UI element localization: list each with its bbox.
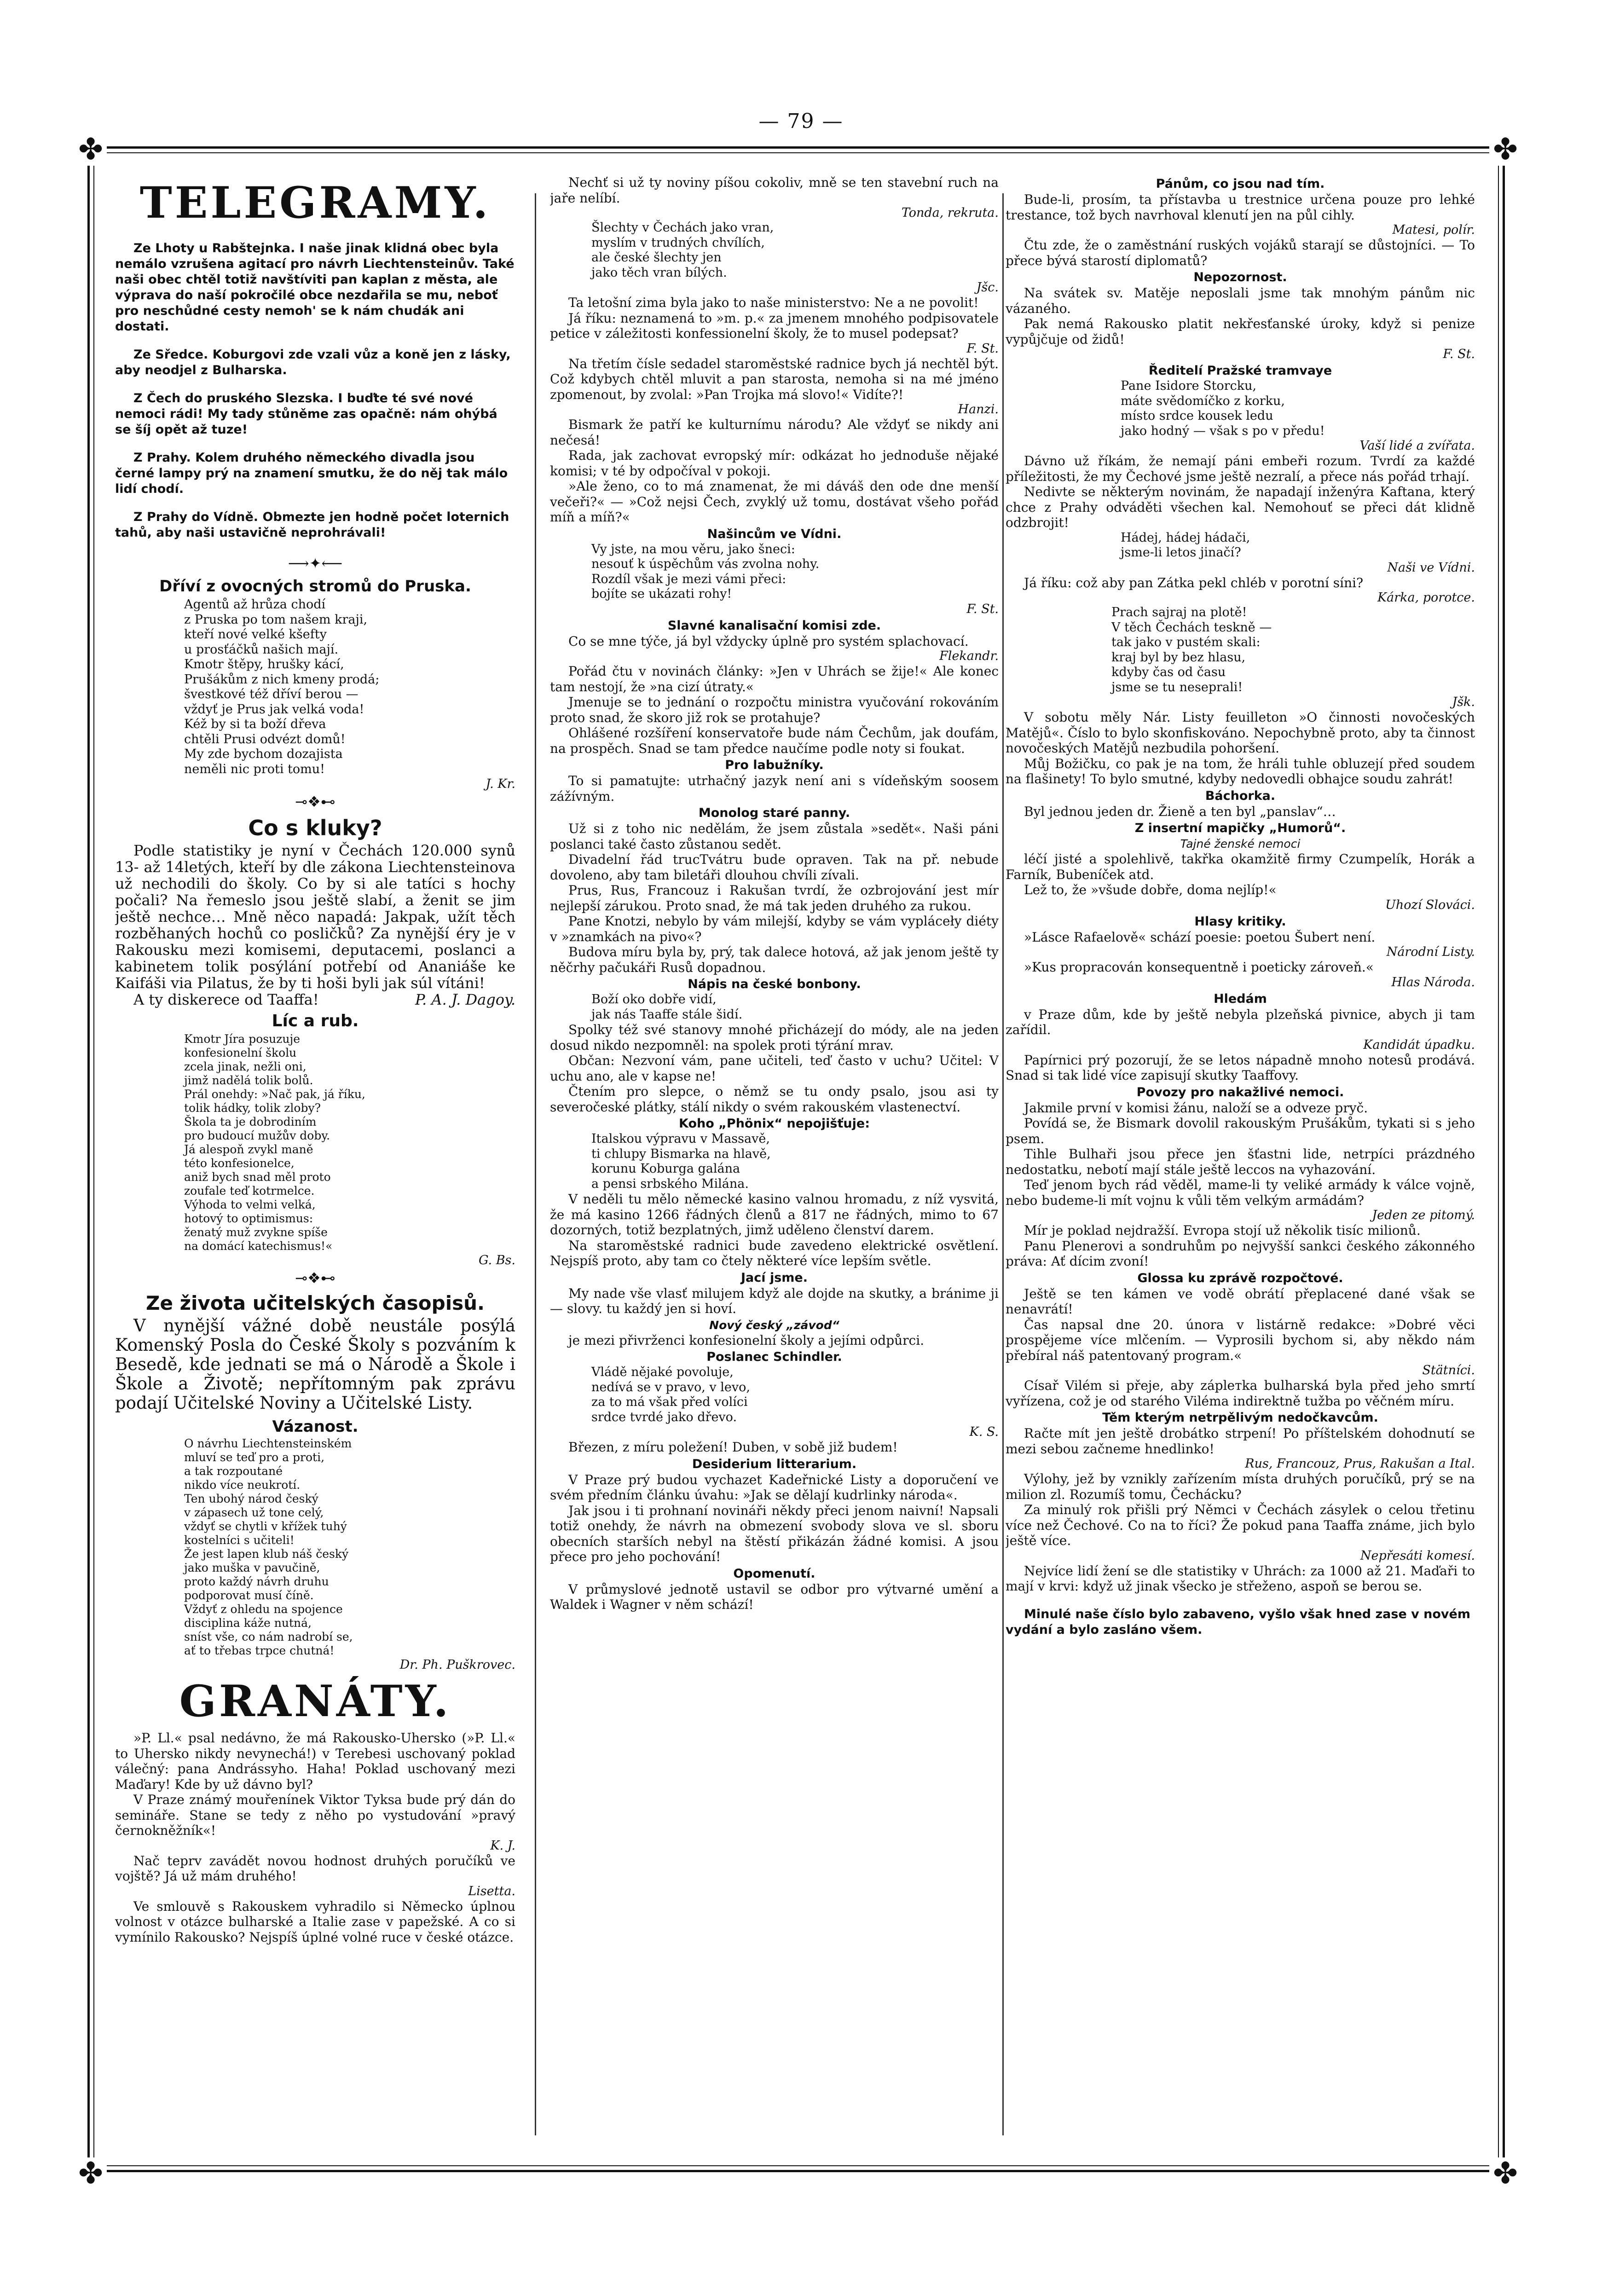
c3-p12: Lež to, že »všude dobře, doma nejlíp!« xyxy=(1024,882,1277,897)
c2-sig3: F. St. xyxy=(966,341,999,356)
corner-ornament-bottom-left: ✤ xyxy=(75,2157,107,2190)
c2-p14: Divadelní řád trucTvátru bude opraven. Tak na př. nebude dovoleno, aby tam biletáři dlouhou chvíli zívali. xyxy=(550,852,999,883)
corner-ornament-top-left: ✤ xyxy=(75,133,107,166)
c3-p21: Mír je poklad nejdražší. Evropa stojí už několik tisíc milionů. xyxy=(1024,1223,1421,1238)
c3-p25: Císař Vilém si přeje, aby záplетka bulharská byla před jeho smrtí vyřízena, což je od starého Viléma indirektně tužba po věčném míru. xyxy=(1006,1378,1475,1409)
c2-sig-v1: Jšc. xyxy=(976,280,999,295)
c2-p3: Já říku: neznamená to »m. p.« za jmenem mnohého podpisovatele petice v záležitosti konfessionelní školy, že to musel podepsat? xyxy=(550,310,999,341)
c2-verse4: Italskou výpravu v Massavě, ti chlupy Bismarka na hlavě, korunu Koburga galána a pensi srbského Milána. xyxy=(591,1132,771,1191)
c2-sig8: Flekandr. xyxy=(939,649,999,663)
c2-h-napis: Nápis na české bonbony. xyxy=(688,977,861,991)
c3-p6: Nedivte se některým novinám, že napadají inženýra Kaftana, který chce z Prahy odváděti všechen kal. Nemohouť se přeci dát klidně odzbrojit! xyxy=(1006,484,1475,530)
c2-h-desid: Desiderium litterarium. xyxy=(692,1457,857,1471)
telegramy-sredec: Ze Sředce. Koburgovi zde vzali vůz a koně jen z lásky, aby neodjel z Bulharska. xyxy=(115,347,511,377)
separator-ornament: ⊸❖⊷ xyxy=(295,793,335,810)
c2-p24: je mezi přivrženci konfesionelní školy a jejími odpůrci. xyxy=(568,1332,925,1348)
c2-h-opomenuti: Opomenutí. xyxy=(733,1566,815,1581)
c3-sub-insert: Tajné ženské nemoci xyxy=(1180,837,1301,850)
c3-p5: Dávno už říkám, že nemají páni embeři rozum. Tvrdí za každé příležitosti, že my Čechové jsme ještě nezralí, a přece nás pořád trhají. xyxy=(1006,453,1475,484)
c3-h-povozy: Povozy pro nakažlivé nemoci. xyxy=(1136,1085,1344,1099)
c2-h-jaci: Jací jsme. xyxy=(741,1270,808,1285)
c2-p20: Čtením pro slepce, o němž se tu ondy psalo, jsou asi ty severočeské plátky, stálí nikdy o svém rakouském vlastenectví. xyxy=(550,1084,999,1115)
c3-sig-v2: Naši ve Vídni. xyxy=(1387,560,1475,575)
c3-h-tem: Těm kterým netrpělivým nedočkavcům. xyxy=(1102,1411,1378,1425)
c3-p1: Bude-li, prosím, ta přístavba u trestnice určena pouze pro lehké trestance, tož bych navrhoval klenutí jen na půl cihly. xyxy=(1006,192,1475,223)
vazanost-signature: Dr. Ph. Puškrovec. xyxy=(399,1658,515,1672)
c2-p17: Budova míru byla by, prý, tak dalece hotová, až jak jenom ještě ty něčrhy pačukáři Rusů dopadnou. xyxy=(550,944,999,975)
c2-p25: Březen, z míru poležení! Duben, v sobě již budem! xyxy=(568,1440,898,1455)
c2-p4: Na třetím čísle sedadel staroměstské radnice bych já nechtěl být. Což kdybych chtěl mluvit a pan starosta, nemoha si na mé jméno zpomenout, by zvolal: »Pan Trojka má slovo!« Vidíte?! xyxy=(550,356,999,402)
telegramy-title: TELEGRAMY. xyxy=(139,178,491,228)
c3-p15: v Praze dům, kde by ještě nebyla plzeňská pivnice, abych ji tam zařídil. xyxy=(1006,1006,1475,1037)
c3-sig7: Kárka, porotce. xyxy=(1377,590,1475,605)
kluky-last xyxy=(115,991,515,1008)
c2-p10: Jmenuje se to jednání o rozpočtu ministra vyučování rokováním proto snad, že skoro již rok se protahuje? xyxy=(550,694,999,725)
c2-sig-v2: F. St. xyxy=(966,601,999,616)
c3-p16: Papírnici prý pozorují, že se letos nápadně mnoho notesů prodává. Snad si tak lidé více zapisují skutky Taaffovy. xyxy=(1006,1052,1475,1083)
c3-p11: léčí jisté a spolehlivě, takřka okamžitě firmy Czumpelík, Horák a Farník, Bubeníček atd. xyxy=(1006,851,1475,882)
c3-sig15: Kandidát úpadku. xyxy=(1363,1037,1475,1052)
kluky-title: Co s kluky? xyxy=(248,815,382,840)
kluky-text: Podle statistiky je nyní v Čechách 120.000 synů 13- až 14letých, kteří by dle zákona Liechtensteinova už nechodili do školy. Co by si ale tatíci s hochy počali? Na řemeslo jsou ještě slabí, a ženit se jim ještě nechce… Mně něco napadá: Jakpak, užít těch rozběhaných hochů co posličků? Za nynější éry je v Rakousku mezi komisemi, deputacemi, poslanci a kabinetem tolik posýlání potřebí od Ananiáše ke Kaifáši via Pilatus, že by ti hoši byli jak súl vítáni! xyxy=(115,842,515,992)
c2-sig23: Nový český „závod“ xyxy=(709,1318,839,1332)
separator-ornament: ⊸❖⊷ xyxy=(295,1269,335,1287)
granaty-signature-3: Lisetta. xyxy=(468,1884,515,1898)
c3-p13: »Lásce Rafaelově« schází poesie: poetou Šubert není. xyxy=(1024,929,1376,945)
c3-sig1: Matesi, polír. xyxy=(1392,223,1475,237)
c3-p10: Byl jednou jeden dr. Žieně a ten byl „panslav“… xyxy=(1024,804,1336,819)
c3-p2: Čtu zde, že o zaměstnání ruských vojáků starají se důstojníci. — To přece bývá starostí diplomatů? xyxy=(1006,237,1475,268)
granaty-p4: Ve smlouvě s Rakouskem vyhradilo si Německo úplnou volnost v otázce bulharské a Italie zase v papežské. A co si vymínilo Rakousko? Nejspíš úplné volné ruce v české otázce. xyxy=(115,1898,515,1945)
c2-h-nasincum: Našincům ve Vídni. xyxy=(707,526,842,541)
c2-p11: Ohlášené rozšíření konservatoře bude nám Čechům, jak doufám, na prospěch. Snad se tam předce naučíme podle noty si foukat. xyxy=(550,725,999,756)
c2-sig-v5: K. S. xyxy=(969,1425,999,1439)
c2-p22: Na staroměstské radnici bude zavedeno elektrické osvětlení. Nejspíš proto, aby tam co čtely některé více lepším světle. xyxy=(550,1238,999,1268)
drivi-verse: Agentů až hrůza chodí z Pruska po tom našem kraji, kteří nové velké kšefty u prosťáčků našich mají. Kmotr štěpy, hrušky kácí, Prušákům z nich kmeny prodá; švestkové též dříví berou — vždyť je Prus jak velká voda! Kéž by si ta boží dřeva chtěli Prusi odvézt domů! My zde bychom dozajista neměli nic proti tomu! xyxy=(184,597,380,776)
c3-h-hledam: Hledám xyxy=(1214,991,1267,1006)
c3-p4: Pak nemá Rakousko platit nekřesťanské úroky, když si penize vypůjčuje od židů! xyxy=(1006,316,1475,347)
column-2 xyxy=(550,175,999,2154)
c2-p12: To si pamatujte: utrhačný jazyk není ani s vídeňským soosem zážívným. xyxy=(550,773,999,804)
c2-p6: Rada, jak zachovat evropský mír: odkázat ho jednoduše nějaké komisi; v té by odpočíval v pokoji. xyxy=(550,448,999,479)
c3-p22: Panu Plenerovi a sondruhům po nejvyšší sankci českého zákonného práva: Ať dícim zvoní! xyxy=(1006,1238,1475,1269)
c2-p21: V neděli tu mělo německé kasino valnou hromadu, z níž vysvitá, že má kasino 1266 řádných členů a 817 ne řádných, mimo to 67 dozorných, totiž bezplatných, jimž uděleno členství darem. xyxy=(550,1191,999,1238)
c3-p26: Račte mít jen ještě drobátko strpení! Po příštelském dohodnutí se mezi sebou začneme hnedlinko! xyxy=(1006,1426,1475,1457)
c3-p28: Za minulý rok přišli prý Němci v Čechách zásylek o celou třetinu více než Čechové. Co na to říci? Že pokud pana Taaffa známe, jich bylo ještě více. xyxy=(1006,1502,1475,1548)
c2-p19: Občan: Nezvoní vám, pane učiteli, teď často v uchu? Učitel: V uchu ano, ale v kapse ne! xyxy=(550,1053,999,1084)
c2-verse5: Vládě nějaké povoluje, nedívá se v pravo, v levo, za to má však před volíci srdce tvrdé jako dřevo. xyxy=(591,1365,750,1424)
c2-sig4: Hanzi. xyxy=(958,402,999,416)
c3-p20: Teď jenom bych rád věděl, mame-li ty veliké armády k válce vojně, nebo budeme-li mít vojnu k vůli těm velkým armádám? xyxy=(1006,1177,1475,1208)
c3-h-hlasy: Hlasy kritiky. xyxy=(1194,914,1286,929)
c3-p3: Na svátek sv. Matěje neposlali jsme tak mnohým pánům nic vázaného. xyxy=(1006,285,1475,316)
granaty-p3: Nač teprv zavádět novou hodnost druhých poručíků ve vojště? Já už mám druhého! xyxy=(115,1853,515,1884)
c3-p18: Povídá se, že Bismark dovolil rakouským Prušákům, tykati si s jeho psem. xyxy=(1006,1116,1475,1146)
corner-ornament-top-right: ✤ xyxy=(1489,133,1521,166)
c3-verse3: Prach sajraj na plotě! V těch Čechách teskně — tak jako v pustém skali: kraj byl by bez hlasu, kdyby čas od času jsme se tu neseprali! xyxy=(1111,605,1272,694)
c2-p13: Už si z toho nic nedělám, že jsem zůstala »sedět«. Naši páni poslanci také často zůstanou sedět. xyxy=(550,821,999,852)
zivota-text: V nynější vážné době neustále posýlá Komenský Posla do České Školy s pozváním k Besedě, kde jednati se má o Národě a Škole i Škole a Životě; nepřítomným pak zprávu podají Učitelské Noviny a Učitelské Listy. xyxy=(115,1316,515,1413)
c3-h-redit: Ředitelí Pražské tramvaye xyxy=(1148,364,1332,378)
c2-h-kanal: Slavné kanalisační komisi zde. xyxy=(667,618,881,633)
c3-sig12: Uhozí Slováci. xyxy=(1385,897,1475,912)
telegramy-viden: Z Prahy do Vídně. Obmezte jen hodně počet loternich tahů, aby naši ustavičně neprohrávali! xyxy=(115,510,509,540)
c3-h-panum: Pánům, co jsou nad tím. xyxy=(1156,177,1325,191)
c3-h-insert: Z insertní mapičky „Humorů“. xyxy=(1134,821,1346,835)
c3-p9: Můj Božičku, co pak je na tom, že hráli tuhle obluzejí před soudem na flašinety! To bylo smutné, kdyby nedovedli obhajce soudu zahrát! xyxy=(1006,756,1475,787)
kluky-last-text: A ty diskerece od Taaffa! xyxy=(133,991,319,1008)
drivi-title: Dříví z ovocných stromů do Pruska. xyxy=(159,577,471,596)
c2-p15: Prus, Rus, Francouz i Rakušan tvrdí, že ozbrojování jest mír nejlepší zárukou. Proto snad, že má tak jeden druhého za rukou. xyxy=(550,883,999,914)
c2-p8: Co se mne týče, já byl vždycky úplně pro systém splachovací. xyxy=(568,633,969,649)
granaty-signature-2: K. J. xyxy=(490,1838,515,1853)
c2-p7: »Ale ženo, co to má znamenat, že mi dáváš den ode dne menší večeři?« — »Což nejsi Čech, zvyklý už tomu, dostávat všeho pořád míň a míň?« xyxy=(550,479,999,525)
c2-p18: Spolky též své stanovy mnohé přicházejí do módy, ale na jeden dosud nikdo nezpomněl: na spolek proti týrání mrav. xyxy=(550,1022,999,1053)
c2-verse3: Boží oko dobře vidí, jak nás Taaffe stále šidí. xyxy=(591,992,743,1022)
c3-h-bachorka: Báchorka. xyxy=(1205,788,1276,803)
c3-sig28: Nepřesáti komesí. xyxy=(1360,1548,1475,1563)
page-number: — 79 — xyxy=(758,110,844,133)
c2-p2: Ta letošní zima byla jako to naše ministerstvo: Ne a ne povolit! xyxy=(568,295,979,310)
lic-title: Líc a rub. xyxy=(272,1012,359,1030)
c2-p1: Nechť si už ty noviny píšou cokoliv, mně se ten stavební ruch na jaře nelíbí. xyxy=(550,175,999,206)
c2-h-monolog: Monolog staré panny. xyxy=(698,806,850,820)
c2-p16: Pane Knotzi, nebylo by vám milejší, kdyby se vám vypláceły diéty v »znamkách na pivo«? xyxy=(550,914,999,944)
c2-verse2: Vy jste, na mou věru, jako šneci: nesouť k úspěchům vás zvolna nohy. Rozdíl však je mezi vámi přeci: bojíte se ukázati rohy! xyxy=(591,542,820,601)
c3-p17: Jakmile první v komisi žánu, naloží se a odveze pryč. xyxy=(1024,1100,1368,1116)
zivota-title: Ze života učitelských časopisů. xyxy=(146,1292,485,1314)
c3-p7: Já říku: což aby pan Zátka pekl chléb v porotní síni? xyxy=(1024,575,1364,590)
corner-ornament-bottom-right: ✤ xyxy=(1489,2157,1521,2190)
c2-p26: V Praze prý budou vychazet Kadeřnické Listy a doporučení ve svém předním článku úvahu: »Jak se dělají kudrlinky národa«. xyxy=(550,1472,999,1503)
c3-p8: V sobotu měly Nár. Listy feuilleton »O činnosti novočeských Matějů«. Číslo to bylo skonfiskováno. Nepochybně proto, aby ta činnost novočeských Matějů nezbudila pohoršení. xyxy=(1006,710,1475,756)
granaty-p1: »P. Ll.« psal nedávno, že má Rakousko-Uhersko (»P. Ll.« to Uhersko nikdy nevynechá!) v Terebesi uschovaný poklad válečný: pana Andrássyho. Haha! Poklad uschovaný mezi Maďary! Kde by už dávno byl? xyxy=(115,1730,515,1792)
lic-verse: Kmotr Jíra posuzuje konfesionelní školu zcela jinak, nežli oni, jimž nadělá tolik bolů. Prál onehdy: »Nač pak, já říku, tolik hádky, tolik zloby? Škola ta je dobrodiním pro budoucí mužův doby. Já alespoň zvykl maně této konfesionelce, aniž bych snad měl proto zoufale teď kotrmelce. Výhoda to velmi velká, hotový to optimismus: ženatý muž zvykne spíše na domácí katechismus!« xyxy=(184,1032,365,1253)
granaty-p2: V Praze známý mouřenínek Viktor Tyksa bude prý dán do semináře. Stane se tedy z něho po vystudování »pravý černokněžník«! xyxy=(115,1792,515,1838)
column-3 xyxy=(1006,175,1475,2154)
c2-p23: My nade vše vlasť milujem když ale dojde na skutky, a bránime ji — slovy. tu každý jen si hoví. xyxy=(550,1285,999,1316)
c3-p30: Minulé naše číslo bylo zabaveno, vyšlo však hned zase v novém vydání a bylo zasláno všem. xyxy=(1006,1607,1470,1637)
granaty-title: GRANÁTY. xyxy=(179,1676,451,1727)
c3-verse2: Hádej, hádej hádači, jsme-li letos jinačí? xyxy=(1121,530,1250,560)
vazanost-verse: O návrhu Liechtensteinském mluví se teď pro a proti, a tak rozpoutané nikdo více neukrotí. Ten ubohý národ český v zápasech už tone celý, vždyť se chytli v křížek tuhý kostelníci s učiteli! Že jest lapen klub náš český jako muška v pavučině, proto každý návrh druhu podporovat musí číně. Vždyť z ohledu na spojence disciplina káže nutná, sníst vše, co nám nadrobí se, ať to třebas trpce chutná! xyxy=(184,1437,353,1657)
c2-h-labuz: Pro labužníky. xyxy=(725,758,824,772)
lic-signature: G. Bs. xyxy=(478,1253,515,1267)
vazanost-title: Vázanost. xyxy=(272,1417,359,1436)
c3-sig-v1: Vaší lidé a zvířata. xyxy=(1359,439,1475,453)
c3-h-nepoz: Nepozornost. xyxy=(1193,270,1287,284)
c3-p19: Tihle Bulhaři jsou přece jen šťastni lide, netrpíci prázdného nedostatku, nebotí mají stále ještě leccos na vyhazování. xyxy=(1006,1146,1475,1177)
c3-p29: Nejvíce lidí žení se dle statistiky v Uhrách: za 1000 až 21. Maďaři to mají v krvi: když už jinak všecko je střeženo, aspoň se berou se. xyxy=(1006,1563,1475,1594)
c2-sig1: Tonda, rekruta. xyxy=(901,206,999,220)
c3-h-glossa: Glossa ku zprávě rozpočtové. xyxy=(1137,1271,1343,1285)
c2-verse1: Šlechty v Čechách jako vran, myslím v trudných chvílích, ale české šlechty jen jako těch vran bílých. xyxy=(591,220,774,280)
drivi-signature: J. Kr. xyxy=(486,777,515,791)
column-1 xyxy=(115,175,515,2154)
c3-sig20: Jeden ze pitomý. xyxy=(1372,1208,1475,1222)
c3-sig14: Hlas Národa. xyxy=(1391,975,1475,989)
column-rule-1 xyxy=(535,193,536,2135)
c3-sig-v3: Jšk. xyxy=(1452,695,1475,709)
telegramy-lhota: Ze Lhoty u Rabštejnka. I naše jinak klidná obec byla nemálo vzrušena agitací pro návrh Liechtensteinův. Také naši obec chtěl totiž navštíviti pan kaplan z města, ale výprava do naší pokročilé obce nezdařila se mu, neboť pro neschůdné cesty nemoh' se k nám chudák ani dostati. xyxy=(115,241,515,334)
c3-sig24: Stätníci. xyxy=(1422,1363,1475,1377)
c3-sig13: Národní Listy. xyxy=(1386,945,1475,959)
c2-p5: Bismark že patří ke kulturnímu národu? Ale vždyť se nikdy ani nečesá! xyxy=(550,417,999,448)
kluky-signature: P. A. J. Dagoy. xyxy=(415,991,515,1008)
c3-verse1: Pane Isidore Storcku, máte svědomíčko z korku, místo srdce kousek ledu jako hodný — však s po v předu! xyxy=(1121,379,1325,438)
c3-p27: Výlohy, jež by vznikly zařízením místa druhých poručíků, prý se na milion zl. Rozumíš tomu, Čechácku? xyxy=(1006,1471,1475,1502)
c3-p24: Čas napsal dne 20. února v listárně redakce: »Dobré věci prospějeme více mlčením. — Vyprosili bychom si, aby někdo nám přebíral náš patentovaný program.« xyxy=(1006,1317,1475,1363)
c3-sig4: F. St. xyxy=(1443,347,1475,361)
c2-p9: Pořád čtu v novinách články: »Jen v Uhrách se žije!« Ale konec tam nestojí, že »na cizí útraty.« xyxy=(550,664,999,694)
c2-p28: V průmyslové jednotě ustavil se odbor pro výtvarné umění a Waldek i Wagner v něm schází! xyxy=(550,1581,999,1612)
separator-ornament: ⟶✦⟵ xyxy=(288,555,343,572)
c2-h-poslanec: Poslanec Schindler. xyxy=(706,1350,842,1364)
c3-sig26: Rus, Francouz, Prus, Rakušan a Ital. xyxy=(1245,1457,1475,1471)
c3-p23: Ještě se ten kámen ve vodě obrátí přeplacené dané však se nenavrátí! xyxy=(1006,1286,1475,1317)
c2-p27: Jak jsou i ti prohnaní novináři někdy přeci jenom naivní! Napsali totiž onehdy, že návrh na obmezení svobody slova ve sl. sboru obecních starších nebyl na štěstí přikázán žádné komisi. A jsou přece pro jeho pochování! xyxy=(550,1503,999,1564)
telegramy-praha: Z Prahy. Kolem druhého německého divadla jsou černé lampy prý na znamení smutku, že do něj tak málo lidí chodí. xyxy=(115,451,508,496)
c3-p14: »Kus propracován konsequentně i poeticky zároveň.« xyxy=(1024,960,1374,975)
c2-h-phonix: Koho „Phönix“ nepojišťuje: xyxy=(679,1116,870,1131)
column-rule-2 xyxy=(1002,193,1004,2135)
telegramy-slezsko: Z Čech do pruského Slezska. I buďte té své nové nemoci rádi! My tady stůněme zas opačně: nám ohýbá se šíj opět až tuze! xyxy=(115,391,497,437)
